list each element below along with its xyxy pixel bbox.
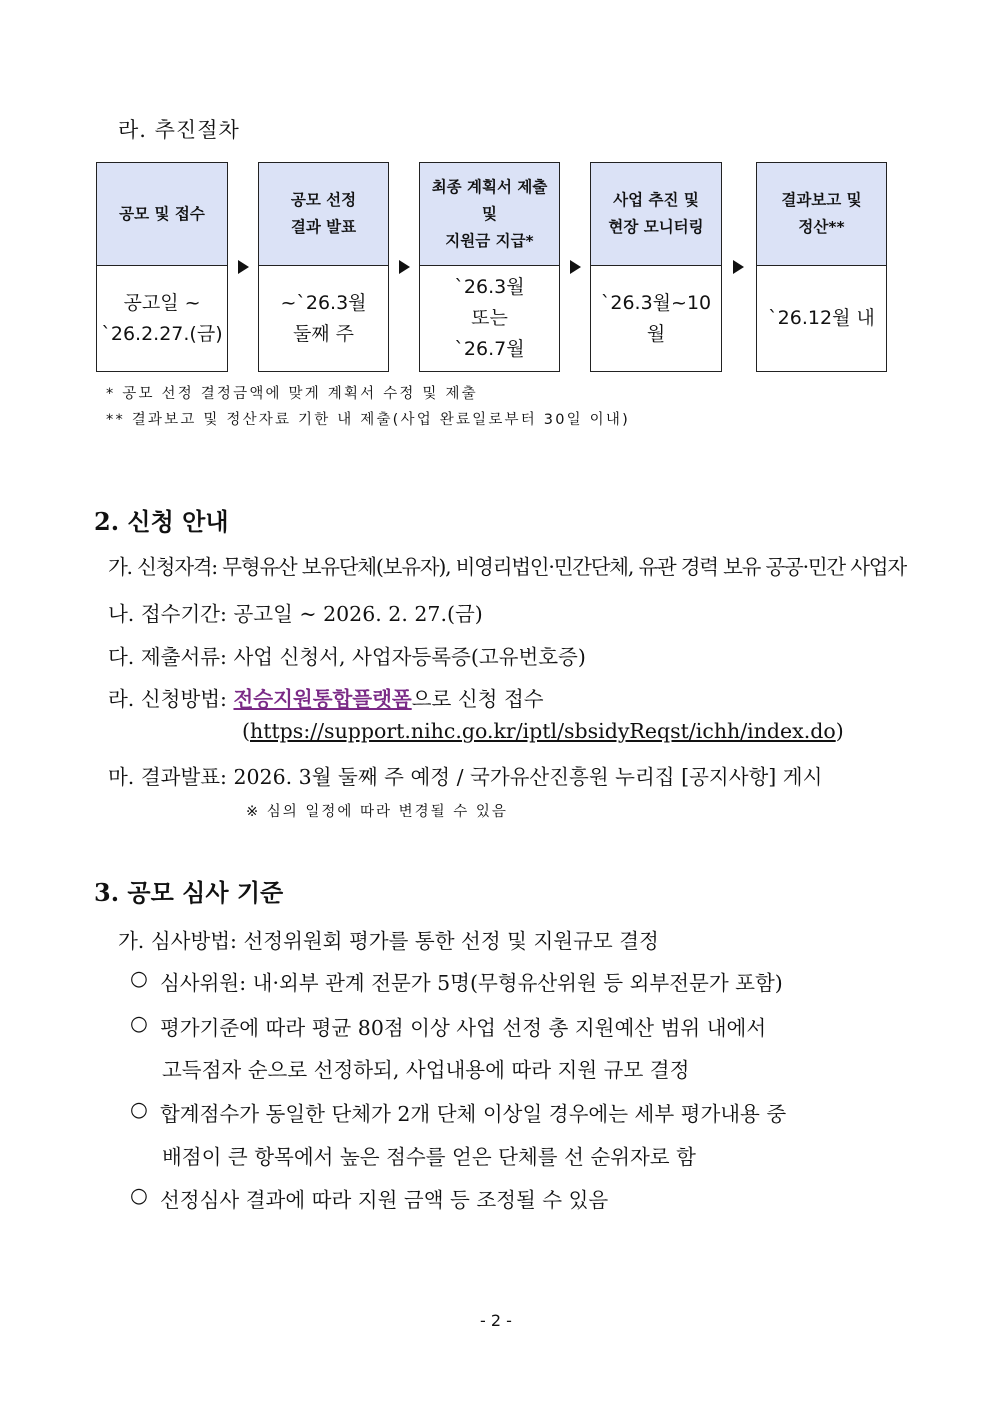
section2-title: 2. 신청 안내 [94,507,229,536]
result-announcement: 마. 결과발표: 2026. 3월 둘째 주 예정 / 국가유산진흥원 누리집 [공지사항] 게시 [108,765,823,789]
step-head-1 [97,163,227,266]
bullet-1-line-1: 심사위원: 내·외부 관계 전문가 5명(무형유산위원 등 외부전문가 포함) [160,971,783,995]
url-paren-close: ) [835,719,844,743]
bullet-icon: ○ [130,966,148,990]
page-number: - 2 - [480,1311,512,1330]
apply-method-suffix: 으로 신청 접수 [411,687,544,711]
apply-method [108,682,544,712]
step-box-3 [419,162,560,372]
step-box-2 [258,162,389,372]
step-3-head-line-2: 및 [482,204,497,223]
step-body-2 [259,266,388,371]
bullet-3-line-1: 합계점수가 동일한 단체가 2개 단체 이상일 경우에는 세부 평가내용 중 [160,1102,787,1126]
step-1-body-line-1: 공고일 ~ [123,291,201,314]
step-box-1 [96,162,228,372]
section3-title: 3. 공모 심사 기준 [94,878,284,907]
bullet-2-line-1: 평가기준에 따라 평균 80점 이상 사업 선정 총 지원예산 범위 내에서 [160,1016,767,1040]
step-body-4 [591,266,721,371]
bullet-4 [130,1183,609,1212]
step-body-3 [420,266,559,371]
bullet-icon: ○ [130,1097,148,1121]
step-4-head-line-1: 사업 추진 및 [613,191,699,209]
bullet-icon: ○ [130,1183,148,1207]
procedure-note-1: * 공모 선정 결정금액에 맞게 계획서 수정 및 제출 [106,386,478,402]
arrow-icon [570,260,581,274]
step-3-head-line-1: 최종 계획서 제출 [431,177,548,196]
step-head-5 [757,163,886,266]
step-2-head-line-1: 공모 선정 [290,191,357,209]
step-4-body-line-1: `26.3월~10 [600,291,712,314]
procedure-title: 라. 추진절차 [118,118,240,142]
apply-period: 나. 접수기간: 공고일 ~ 2026. 2. 27.(금) [108,602,483,626]
apply-eligibility: 가. 신청자격: 무형유산 보유단체(보유자), 비영리법인·민간단체, 유관 경력 보유 공공·민간 사업자 [108,555,906,579]
step-2-body-line-1: ~`26.3월 [280,291,367,314]
platform-link[interactable]: 전승지원통합플랫폼 [233,687,412,711]
arrow-icon [399,260,410,274]
step-head-2 [259,163,388,266]
bullet-3 [130,1097,787,1126]
platform-url-link[interactable]: https://support.nihc.go.kr/iptl/sbsidyReqst/ichh/index.do [250,719,836,743]
procedure-note-2: ** 결과보고 및 정산자료 기한 내 제출(사업 완료일로부터 30일 이내) [106,412,630,428]
step-3-head-line-3: 지원금 지급* [445,231,534,250]
step-3-body-line-1: `26.3월 [454,276,525,298]
step-head-4 [591,163,721,266]
bullet-3-line-2: 배점이 큰 항목에서 높은 점수를 얻은 단체를 선 순위자로 함 [162,1145,696,1169]
bullet-2-line-2: 고득점자 순으로 선정하되, 사업내용에 따라 지원 규모 결정 [162,1058,690,1082]
arrow-icon [733,260,744,274]
step-5-body-line-1: `26.12월 내 [768,307,875,329]
step-5-head-line-1: 결과보고 및 [781,191,862,209]
step-box-5 [756,162,887,372]
arrow-icon [238,260,249,274]
step-box-4 [590,162,722,372]
bullet-4-line-1: 선정심사 결과에 따라 지원 금액 등 조정될 수 있음 [160,1188,609,1212]
bullet-1 [130,966,783,995]
step-2-head-line-2: 결과 발표 [290,218,357,236]
apply-method-label: 라. 신청방법: [108,687,234,711]
step-head-3 [420,163,559,266]
apply-documents: 다. 제출서류: 사업 신청서, 사업자등록증(고유번호증) [108,645,586,669]
step-1-body-line-2: `26.2.27.(금) [101,322,223,345]
bullet-2 [130,1011,767,1040]
step-4-body-line-2: 월 [646,322,666,345]
step-body-1 [97,266,227,371]
result-note: ※ 심의 일정에 따라 변경될 수 있음 [246,804,508,820]
step-2-body-line-2: 둘째 주 [292,322,355,345]
bullet-icon: ○ [130,1011,148,1035]
url-paren-open: ( [242,719,250,743]
apply-url-line [242,719,844,743]
step-4-head-line-2: 현장 모니터링 [608,218,704,236]
step-3-body-line-3: `26.7월 [454,338,525,360]
step-3-body-line-2: 또는 [471,307,508,329]
step-1-head-line: 공모 및 접수 [119,204,205,223]
review-method: 가. 심사방법: 선정위원회 평가를 통한 선정 및 지원규모 결정 [118,929,659,953]
step-5-head-line-2: 정산** [798,218,845,236]
step-body-5 [757,266,886,371]
